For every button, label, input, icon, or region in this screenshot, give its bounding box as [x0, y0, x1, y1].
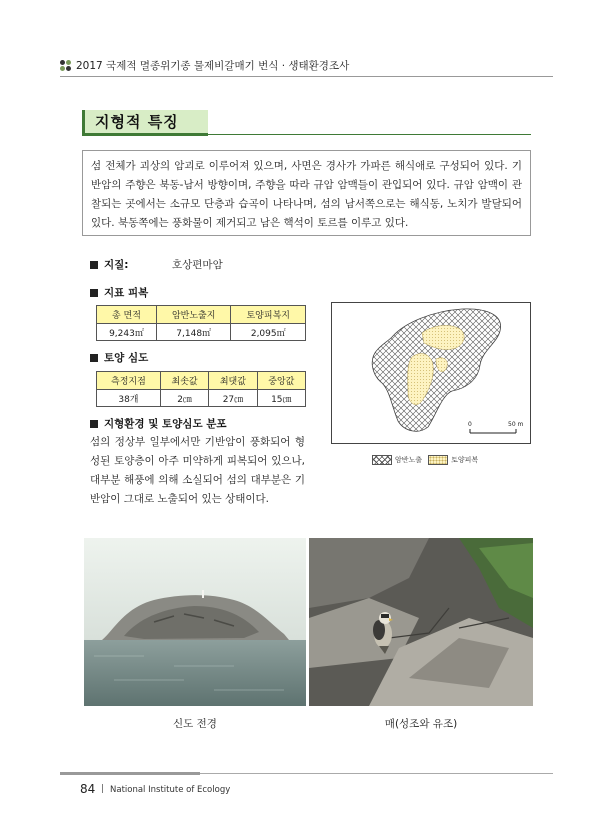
table-cell: 2㎝: [160, 390, 208, 407]
table-header-cell: 측정지점: [97, 372, 161, 390]
island-photo: [84, 538, 306, 706]
footer-separator: |: [101, 784, 105, 794]
island-map: [331, 302, 531, 444]
surface-cover-heading: [90, 285, 148, 300]
table-cell: 7,148㎡: [156, 324, 231, 341]
header-dots-icon: [60, 60, 71, 71]
table-cell: 38개: [97, 390, 161, 407]
scale-end-label: 50 m: [508, 421, 524, 428]
table-header-row: [97, 372, 306, 390]
table-cell: 2,095㎡: [231, 324, 306, 341]
geology-heading: [90, 257, 129, 272]
geology-value: 호상편마암: [172, 259, 223, 271]
distribution-text: 섬의 정상부 일부에서만 기반암이 풍화되어 형성된 토양층이 아주 미약하게 피복되어 있으나, 대부분 해풍에 의해 소실되어 섬의 대부분은 기반암이 그대로 노출되어 있는 상태이다.: [90, 436, 305, 505]
table-header-cell: 최댓값: [209, 372, 257, 390]
geology-label: 지질:: [104, 259, 129, 271]
falcon-photo: [309, 538, 533, 706]
section-title: 지형적 특징: [82, 110, 208, 136]
table-cell: 15㎝: [257, 390, 305, 407]
table-row: [97, 390, 306, 407]
scale-start-label: 0: [468, 421, 472, 428]
distribution-heading-text: 지형환경 및 토양심도 분포: [104, 418, 227, 430]
footer-institute: National Institute of Ecology: [110, 785, 231, 795]
table-row: [97, 324, 306, 341]
distribution-heading: [90, 416, 227, 431]
section-title-rule: [208, 134, 531, 135]
right-photo-caption: 매(성조와 유조): [384, 718, 458, 730]
page-number: 84: [80, 782, 96, 796]
table-header-cell: 토양피복지: [231, 306, 306, 324]
map-legend: [372, 455, 478, 465]
bullet-square-icon: [90, 420, 98, 428]
table-header-cell: 암반노출지: [156, 306, 231, 324]
left-photo-caption: 신도 전경: [173, 718, 217, 730]
table-cell: 9,243㎡: [97, 324, 157, 341]
bullet-square-icon: [90, 289, 98, 297]
table-header-cell: 총 면적: [97, 306, 157, 324]
footer-divider-accent: [60, 772, 200, 775]
soil-depth-heading-text: 토양 심도: [104, 352, 149, 364]
scale-bar: [468, 421, 524, 433]
legend-soil-label: 토양피복: [451, 456, 479, 464]
island-photo-graphic: [84, 538, 306, 706]
intro-text-box: 섬 전체가 괴상의 암괴로 이루어져 있으며, 사면은 경사가 가파른 해식애로 구성되어 있다. 기반암의 주향은 북동-남서 방향이며, 주향을 따라 규암 암맥들이 관입되어 있다. 규암 암맥이 관찰되는 곳에서는 소규모 단층과 습곡이 나타나며, 섬의 남서쪽으로는 해식동, 노치가 발달되어 있다. 북동쪽에는 풍화물이 제거되고 남은 핵석이 토르를 이루고 있다.: [82, 150, 531, 236]
table-header-cell: 중앙값: [257, 372, 305, 390]
soil-depth-table: [96, 371, 306, 407]
bullet-square-icon: [90, 261, 98, 269]
rock-exposure-swatch: [372, 455, 392, 465]
soil-depth-heading: [90, 350, 148, 365]
running-title: 2017 국제적 멸종위기종 물제비갈매기 번식 · 생태환경조사: [76, 60, 350, 72]
legend-rock-label: 암반노출: [395, 456, 423, 464]
falcon-photo-graphic: [309, 538, 533, 706]
island-map-graphic: [332, 303, 530, 443]
table-cell: 27㎝: [209, 390, 257, 407]
bullet-square-icon: [90, 354, 98, 362]
surface-cover-table: [96, 305, 306, 341]
running-header: [60, 58, 349, 73]
soil-cover-swatch: [428, 455, 448, 465]
header-divider: [60, 76, 553, 77]
table-header-cell: 최솟값: [160, 372, 208, 390]
surface-cover-heading-text: 지표 피복: [104, 287, 149, 299]
table-header-row: [97, 306, 306, 324]
